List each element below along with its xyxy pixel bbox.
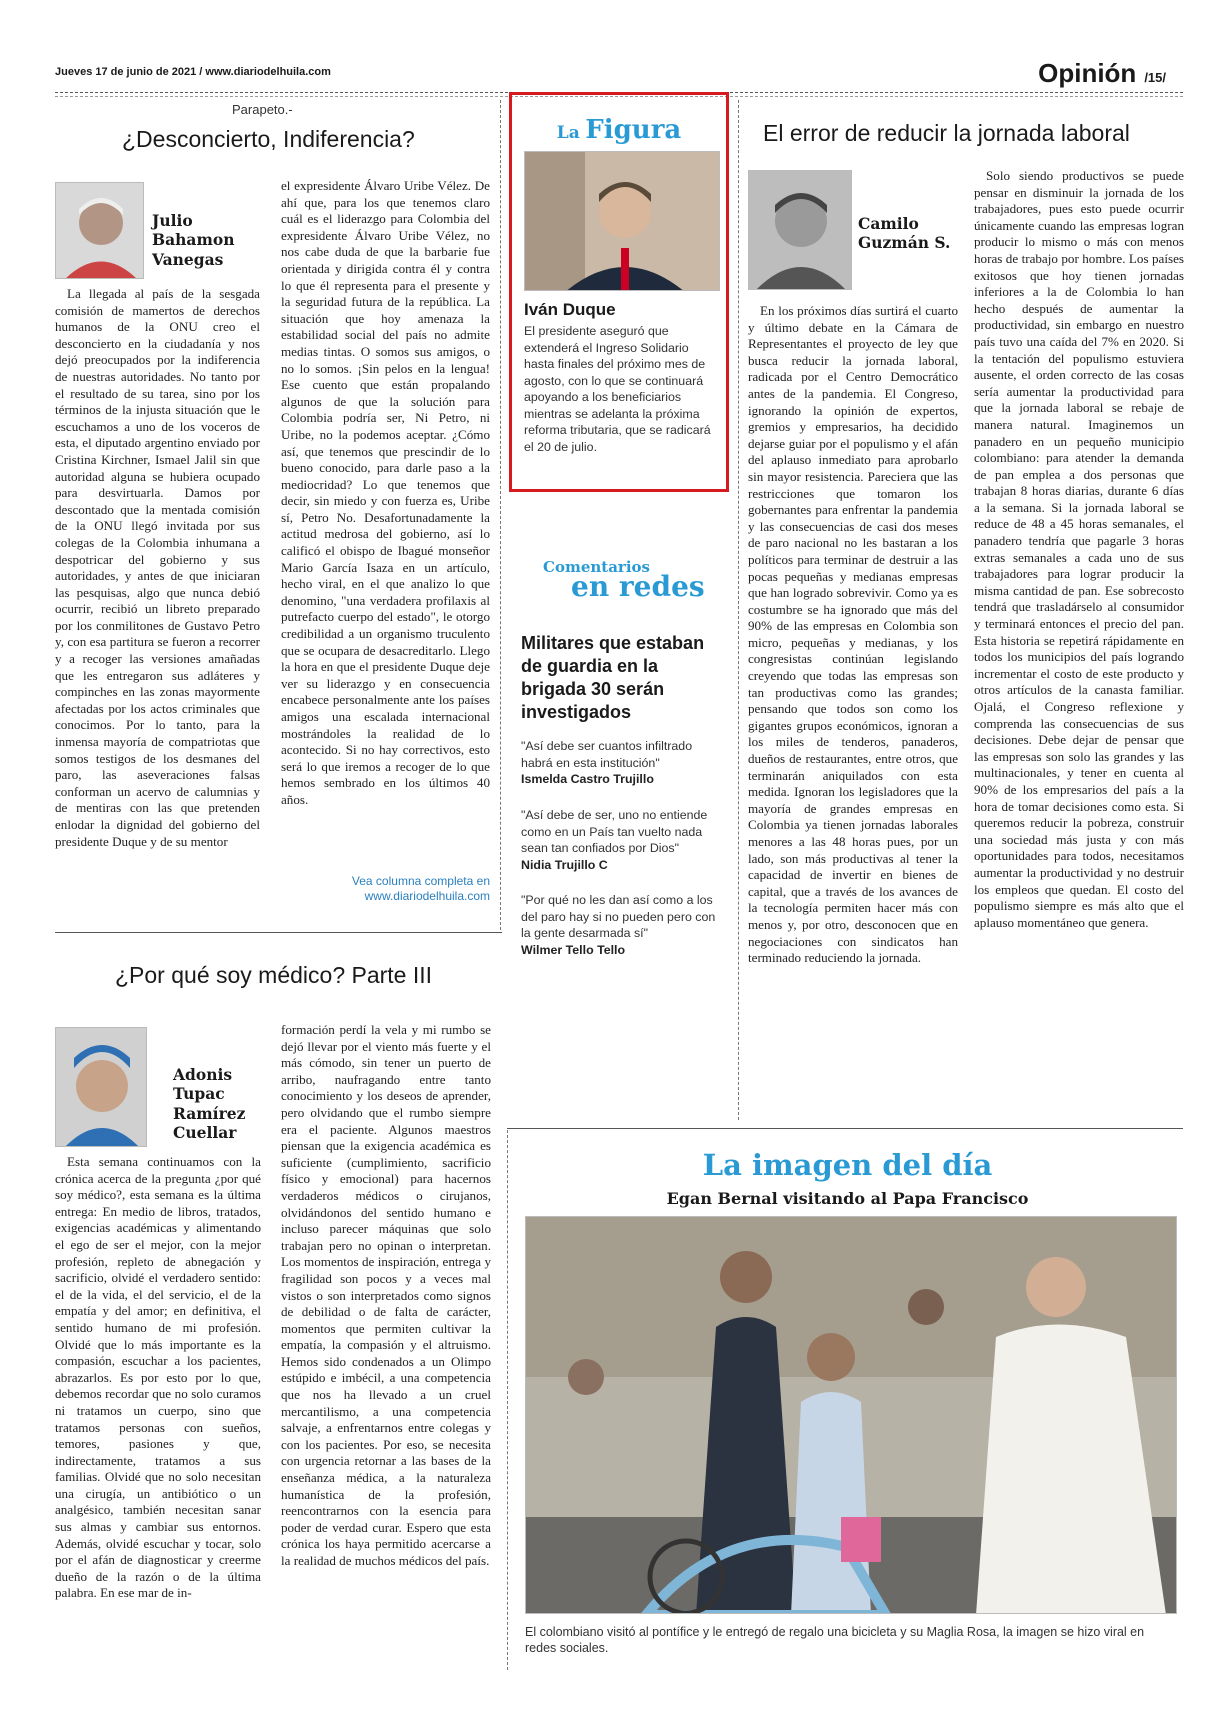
image-section-subtitle: Egan Bernal visitando al Papa Francisco xyxy=(666,1189,1029,1208)
author-name-line: Vanegas xyxy=(152,249,224,269)
article-title: El error de reducir la jornada laboral xyxy=(763,120,1130,146)
body-text: el expresidente Álvaro Uribe Vélez. De ahí que, para los que tenemos claro cuál es el liderazgo para Colombia del expresidente Álvaro Uribe Vélez, no nos cabe duda de que la barbarie fue orientada y dirigida contra él y contra lo que él representa para el presente y la seguridad futura de la república. La situación que hoy amenaza la estabilidad social del país no admite medias tintas. O somos sus amigos, o no lo somos. ¡Sin pelos en la lengua! Ese cuento que están propalando algunos de que la solución para Colombia podría ser, Ni Petro, ni Uribe, no la podemos aceptar. ¿Cómo así, que tenemos que prescindir de lo bueno conocido, para darle paso a la mediocridad? Lo que tenemos que decir, sin miedo y con fuerza es, Uribe sí, Petro No. Desafortunadamente la actitud medrosa del gobierno, así lo calificó el obispo de Ibagué monseñor Mario García Isaza en un artículo, hecho viral, en el que analizo lo que denomino, "una verdadera profilaxis al putrefacto cuerpo del estado", le otorgo credibilidad a un organismo truculento que se ocupara de desacreditarlo. Llego la hora en que el presidente Duque deje ver su liderazgo y en consecuencia encabece personalmente ante los países amigos una escalada internacional mostrándoles la realidad de lo acontecido. Si no hay correctivos, esto será lo que iremos a recoger de lo que hemos sembrado en los últimos 40 años. xyxy=(281,178,490,807)
author-name-line: Ramírez xyxy=(173,1103,246,1123)
article-kicker: Parapeto.- xyxy=(232,102,293,117)
figura-title xyxy=(512,115,726,145)
portrait-icon xyxy=(56,183,144,279)
figura-title-small: La xyxy=(556,123,580,143)
section-divider xyxy=(55,932,502,933)
redes-title-small: Comentarios xyxy=(543,558,650,576)
figura-title-large: Figura xyxy=(585,115,682,145)
author-name xyxy=(152,211,234,269)
scene-photo-icon xyxy=(526,1217,1177,1614)
photo-of-the-day xyxy=(525,1216,1177,1614)
article-title: ¿Por qué soy médico? Parte III xyxy=(115,962,433,988)
section-header xyxy=(1038,58,1166,89)
read-more-text: Vea columna completa en xyxy=(351,874,490,888)
image-section-title: La imagen del día xyxy=(702,1148,993,1182)
figura-box xyxy=(509,92,729,492)
author-name xyxy=(858,214,950,253)
read-more-url[interactable]: www.diariodelhuila.com xyxy=(364,889,490,903)
author-name-line: Bahamon xyxy=(152,230,235,250)
author-name xyxy=(173,1065,245,1143)
figura-name: Iván Duque xyxy=(524,300,616,319)
article-body-column xyxy=(281,1022,491,1670)
article-body-column xyxy=(974,168,1184,1058)
dateline: Jueves 17 de junio de 2021 / www.diariodelhuila.com xyxy=(55,66,331,78)
author-name-line: Guzmán S. xyxy=(858,233,951,253)
author-name-line: Adonis xyxy=(173,1065,233,1084)
comment-item xyxy=(521,892,721,958)
comment-text: "Así debe de ser, uno no entiende como en un País tan vuelto nada sean tan confiados por Dios" xyxy=(521,808,708,855)
comment-item xyxy=(521,738,721,788)
comment-text: "Así debe ser cuantos infiltrado habrá en esta institución" xyxy=(521,739,693,770)
body-text: Solo siendo productivos se puede pensar en disminuir la jornada de los trabajadores, pues esto puede ocurrir únicamente cuando las empresas logran producir lo mismo o más con menos horas de trabajo por hombre. Los países exitosos que hoy tienen jornadas inferiores a la de Colombia lo han hecho después de aumentar la productividad, sin embargo en nuestro país tuvo una caída del 7% en 2020. Si la tentación del populismo estuviera ausente, el orden correcto de las cosas sería aumentar la productividad para que la jornada laboral se rebaje de manera natural. Imaginemos un panadero en un pequeño municipio colombiano: para atender la demanda de pan emplea a dos personas que trabajan 8 horas diarias, durante 6 días a la semana. Si la jornada laboral se reduce de 48 a 45 horas semanales, el panadero tendría que pagarle 3 horas extras semanales a cada uno de sus trabajadores para lograr producir la misma cantidad de pan. Ese sobrecosto tendrá que trasladárselo al consumidor y terminará entonces el precio del pan. Esta historia se repetirá rápidamente en todos los municipios del país logrando incrementar el costo de este producto y otros artículos de la canasta familiar. Ojalá, el Congreso reflexione y comprenda las consecuencias de sus decisiones. Debe dejar de pensar que las empresas son solo las grandes y las multinacionales, y tener en cuenta al 90% de los empresarios del país a la hora de tomar decisiones como esta. Si queremos reducir la pobreza, construir una sociedad más justa y con más oportunidades para todos, necesitamos aumentar la productividad y no destruir los empleos que quedan. El costo del populismo siempre es más alto que el aplauso momentáneo que genera. xyxy=(974,168,1184,930)
section-divider xyxy=(507,1128,1183,1129)
figura-text: El presidente aseguró que extenderá el Ingreso Solidario hasta finales del próximo mes de agosto, con lo que se continuará apoyando a los beneficiarios mientras se adelanta la próxima reforma tributaria, que se radicará el 20 de julio. xyxy=(524,324,711,454)
column-divider xyxy=(738,100,739,1120)
comment-item xyxy=(521,807,721,873)
figura-photo xyxy=(524,151,720,291)
body-text: Esta semana continuamos con la crónica acerca de la pregunta ¿por qué soy médico?, esta semana es la última entrega: En medio de libros, tratados, exigencias académicas y alimentando el ego de ser el mejor, con la mejor profesión, repleto de abnegación y sacrificio, olvidé el verdadero sentido: el de la vida, el del servicio, el de la empatía y del amor; en definitiva, el sentido humano de mi profesión. Olvidé que lo más importante es la compasión, escuchar a los pacientes, abrazarlos. Es por esto por lo que, debemos recordar que no solo curamos ni tratamos un cuerpo, sino que tratamos personas con sueños, temores, pasiones y que, indirectamente, tratamos a sus familias. Olvidé que no solo necesitan una cirugía, un antibiótico o un analgésico, también necesitan sanar sus almas y cambiar sus entornos. Además, olvidé escuchar y tocar, solo por el afán de diagnosticar y creerme dueño de la razón o de la última palabra. En ese mar de in- xyxy=(55,1154,261,1601)
article-body-column xyxy=(55,1154,261,1668)
comment-author: Nidia Trujillo C xyxy=(521,857,608,872)
portrait-icon xyxy=(749,171,852,290)
body-text: La llegada al país de la sesgada comisión de mamertos de derechos humanos de la ONU creo el desconcierto en la ciudadanía y nos dejó preocupados por la indiferencia de nuestras autoridades. No tanto por el resultado de su tarea, sino por los términos de la injusta situación que le escuchamos a uno de los voceros de esta, el diputado argentino enviado por Cristina Kirchner, Ismael Jalil sin que autoridad alguna se hubiera ocupado para desvirtuarla. Damos por descontado que la mentada comisión de la ONU llegó invitada por sus colegas de la Colombia inhumana a despotricar del gobierno y sus autoridades, y antes de que iniciaran las pesquisas, algo que nunca debió ocurrir, recibió un libreto preparado por los conmilitones de Gustavo Petro y, con esa partitura se fueron a recorrer y a recoger las versiones amañadas que les entregaron sus adláteres y compinches en las zonas mayormente afectadas por los actos criminales que conocimos. Por lo tanto, para la inmensa mayoría de compatriotas que somos testigos de los desmanes del paro, las aseveraciones falsas conforman un acervo de calumnias y de mentiras con las que pretenden enlodar la dignidad del gobierno del presidente Duque y de su mentor xyxy=(55,286,260,849)
read-more-link[interactable] xyxy=(281,874,490,904)
redes-title-large: en redes xyxy=(571,570,705,603)
body-text: En los próximos días surtirá el cuarto y último debate en la Cámara de Representantes el proyecto de ley que busca reducir la jornada laboral, radicada por el Centro Democrático antes de la pandemia. El Congreso, ignorando la opinión de expertos, gremios y empresarios, ha decidido dejarse guiar por el populismo y el afán del aplauso inmediato para aprobarlo sin mayor resistencia. Pareciera que las restricciones que tomaron los gobernantes para enfrentar la pandemia y las consecuencias de casi dos meses de paro nacional no les bastaran a los políticos para terminar de destruir a las pocas pequeñas y medianas empresas que han logrado sobrevivir. Como ya es costumbre se ha ignorado que más del 90% de las empresas en Colombia son micro, pequeñas y medianas, y los congresistas continúan legislando creyendo que todas las empresas son tan productivas como las grandes; pensando que todos son como los gigantes grupos económicos, ignoran a los miles de tenderos, panaderos, dueños de restaurantes, entre otros, que terminarán aniquilados con esta medida. Ignoran los legisladores que la mayoría de grandes empresas en Colombia ya tienen jornadas laborales menores a las 48 horas pues, por un lado, son más productivas al tener la capacidad de invertir en bienes de capital, que a través de los avances de la tecnología permiten hacer más con menos y, por otro, desconocen que en negociaciones con sindicatos han terminado reduciendo la jornada. xyxy=(748,303,958,966)
page-number: /15/ xyxy=(1144,70,1166,85)
author-name-line: Tupac xyxy=(173,1084,225,1104)
comment-text: "Por qué no les dan así como a los del paro hay si no pueden pero con la gente desarmada sí" xyxy=(521,893,716,940)
author-photo xyxy=(55,182,144,279)
article-body-column xyxy=(281,178,490,866)
article-body-column xyxy=(55,286,260,908)
article-body-column xyxy=(748,303,958,1055)
author-name-line: Julio xyxy=(152,211,193,230)
column-divider xyxy=(500,100,501,930)
portrait-icon xyxy=(56,1028,147,1147)
comment-author: Wilmer Tello Tello xyxy=(521,942,626,957)
photo-caption: El colombiano visitó al pontífice y le entregó de regalo una bicicleta y su Maglia Rosa, la imagen se hizo viral en redes sociales. xyxy=(525,1625,1145,1655)
redes-headline: Militares que estaban de guardia en la brigada 30 serán investigados xyxy=(521,633,705,722)
article-title: ¿Desconcierto, Indiferencia? xyxy=(122,126,415,152)
body-text: formación perdí la vela y mi rumbo se dejó llevar por el viento más fuerte y el más cómodo, sin tener un puerto de arribo, naufragando entre tanto conocimiento y los deseos de aprender, pero olvidando que el rumbo siempre era el paciente. Algunos maestros piensan que la exigencia académica es suficiente (cumplimiento, sacrificio físico y emocional) para hacernos verdaderos médicos o cirujanos, olvidándonos del sentido humano e incluso parecer máquinas que solo trabajan pero no opinan o interpretan. Los momentos de inspiración, entrega y fragilidad son pocos y a veces mal vistos o son interpretados como signos de debilidad o de falta de carácter, momentos que permiten cultivar la empatía, la compasión y el altruismo. Hemos sido condenados a un Olimpo estúpido e imbécil, a una competencia que nos ha llevado a un cruel mercantilismo, a una competencia salvaje, a enfrentarnos entre colegas y con los pacientes. Por eso, se necesita con urgencia retornar a las bases de la enseñanza médica, a la naturaleza humanística de la profesión, reencontrarnos con la esencia para poder de verdad curar. Espero que esta crónica los haya permitido acercarse a la realidad de muchos médicos del país. xyxy=(281,1022,491,1568)
author-name-line: Camilo xyxy=(858,214,919,233)
portrait-icon xyxy=(525,152,720,291)
comment-author: Ismelda Castro Trujillo xyxy=(521,772,654,786)
author-photo xyxy=(748,170,852,290)
section-title: Opinión xyxy=(1038,58,1137,88)
column-divider xyxy=(507,1130,508,1670)
author-name-line: Cuellar xyxy=(173,1123,237,1143)
author-photo xyxy=(55,1027,147,1147)
